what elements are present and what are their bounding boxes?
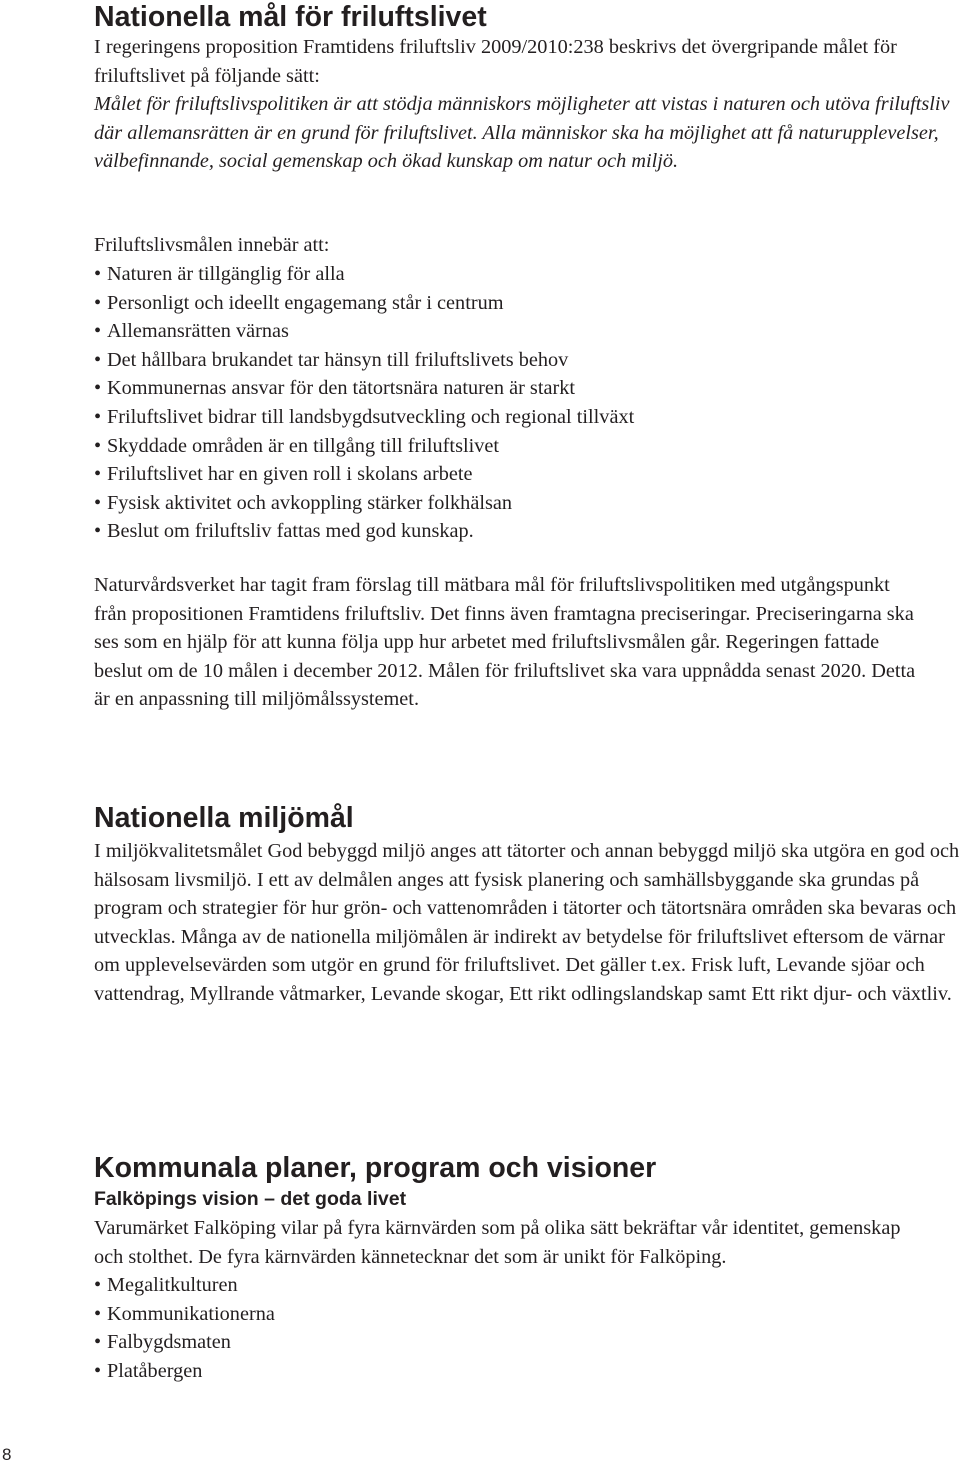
list-item: • Naturen är tillgänglig för alla <box>94 260 954 289</box>
intro-paragraph: I regeringens proposition Framtidens friluftsliv 2009/2010:238 beskrivs det övergripande målet för friluftslivet på följande sätt: <box>94 36 897 87</box>
list-item: • Falbygdsmaten <box>94 1328 694 1357</box>
goals-list <box>94 260 954 546</box>
section-heading-municipal-plans: Kommunala planer, program och visioner <box>94 1152 657 1184</box>
list-item: • Friluftslivet bidrar till landsbygdsutveckling och regional tillväxt <box>94 403 954 432</box>
page-number: 8 <box>2 1445 12 1464</box>
list-item: • Friluftslivet har en given roll i skolans arbete <box>94 460 954 489</box>
list-item: • Allemansrätten värnas <box>94 317 954 346</box>
list-item: • Fysisk aktivitet och avkoppling stärker folkhälsan <box>94 489 954 518</box>
closing-paragraph: Naturvårdsverket har tagit fram förslag till mätbara mål för friluftslivspolitiken med utgångspunkt från propositionen Framtidens friluftsliv. Det finns även framtagna preciseringar. Preciseringarna ska ses som en hjälp för att kunna följa upp hur arbetet med friluftslivsmålen går. Regeringen fattade beslut om de 10 målen i december 2012. Målen för friluftslivet ska vara uppnådda senast 2020. Detta är en anpassning till miljömålssystemet. <box>94 574 916 711</box>
list-item: • Kommunikationerna <box>94 1300 694 1329</box>
list-item: • Megalitkulturen <box>94 1271 694 1300</box>
goal-quote: Målet för friluftslivspolitiken är att stödja människors möjligheter att vistas i naturen och utöva friluftsliv där allemansrätten är en grund för friluftslivet. Alla människor ska ha möjlighet att få naturupplevelser, välbefinnande, social gemenskap och ökad kunskap om natur och miljö. <box>94 93 950 173</box>
section-heading-environmental-goals: Nationella miljömål <box>94 802 354 834</box>
list-item: • Platåbergen <box>94 1357 694 1386</box>
environmental-goals-paragraph: I miljökvalitetsmålet God bebyggd miljö anges att tätorter och annan bebyggd miljö ska utgöra en god och hälsosam livsmiljö. I ett av delmålen anges att fysisk planering och samhällsbyggande ska grundas på program och strategier för hur grön- och vattenområden i tätorter och tätortsnära områden ska bevaras och utvecklas. Många av de nationella miljömålen är indirekt av betydelse för friluftslivet eftersom de värnar om upplevelsevärden som utgör en grund för friluftslivet. Det gäller t.ex. Frisk luft, Levande sjöar och vattendrag, Myllrande våtmarker, Levande skogar, Ett rikt odlingslandskap samt Ett rikt djur- och växtliv. <box>94 840 960 1005</box>
vision-paragraph: Varumärket Falköping vilar på fyra kärnvärden som på olika sätt bekräftar vår identitet, gemenskap och stolthet. De fyra kärnvärden kännetecknar det som är unikt för Falköping. <box>94 1217 901 1268</box>
list-item: • Kommunernas ansvar för den tätortsnära naturen är starkt <box>94 374 954 403</box>
list-item: • Personligt och ideellt engagemang står i centrum <box>94 289 954 318</box>
list-item: • Beslut om friluftsliv fattas med god kunskap. <box>94 517 954 546</box>
core-values-list <box>94 1271 694 1385</box>
goals-list-intro: Friluftslivsmålen innebär att: <box>94 234 330 256</box>
vision-subheading: Falköpings vision – det goda livet <box>94 1188 407 1210</box>
section-heading-national-goals: Nationella mål för friluftslivet <box>94 1 487 33</box>
list-item: • Det hållbara brukandet tar hänsyn till friluftslivets behov <box>94 346 954 375</box>
list-item: • Skyddade områden är en tillgång till friluftslivet <box>94 432 954 461</box>
